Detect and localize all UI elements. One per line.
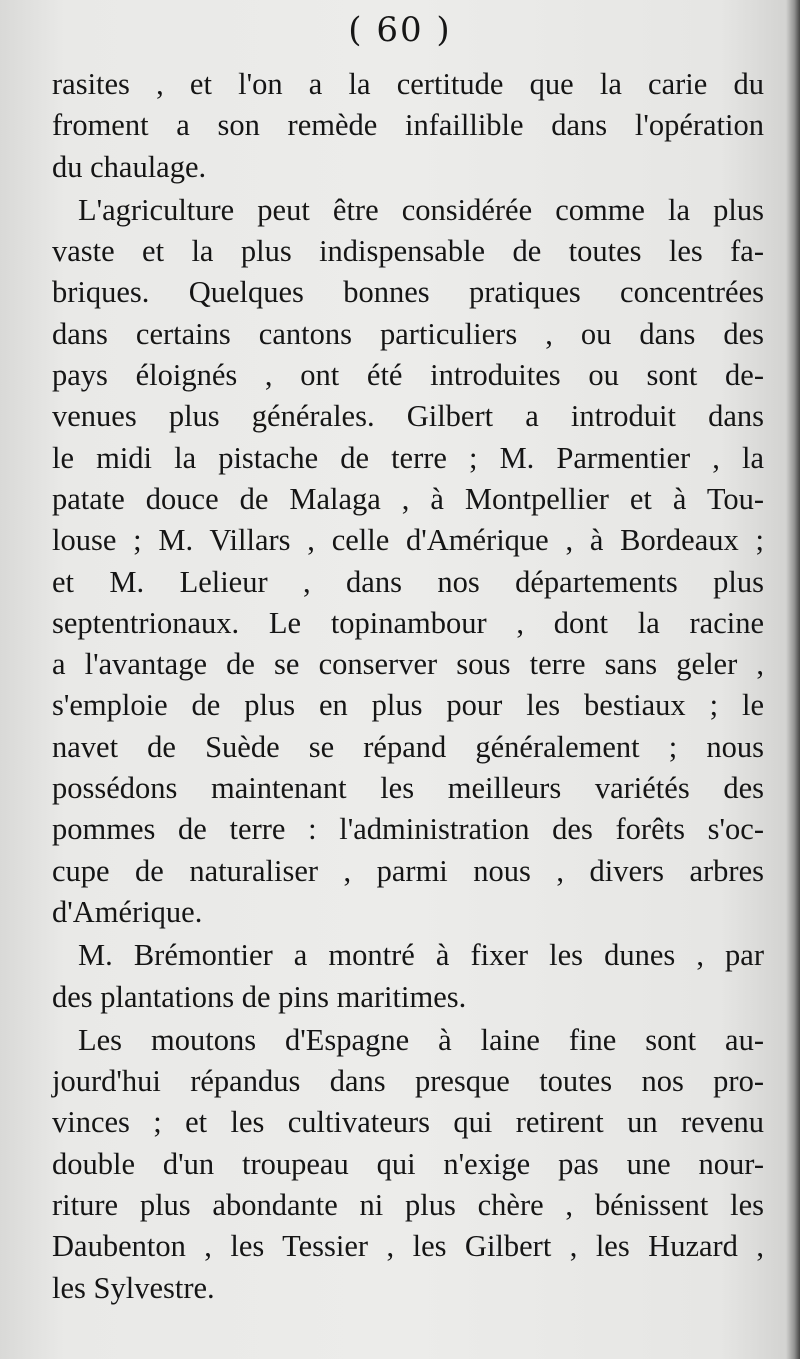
- text-line: septentrionaux. Le topinambour , dont la racine: [52, 605, 764, 640]
- body-text: [52, 64, 764, 1309]
- text-line: des plantations de pins maritimes.: [52, 979, 467, 1014]
- text-line: louse ; M. Villars , celle d'Amérique , à Bordeaux ;: [52, 523, 764, 558]
- text-line: et M. Lelieur , dans nos départements plus: [52, 564, 764, 599]
- text-line: rasites , et l'on a la certitude que la carie du: [52, 67, 764, 101]
- text-line: a l'avantage de se conserver sous terre sans geler ,: [52, 647, 764, 682]
- paragraph: [52, 190, 764, 933]
- text-line: possédons maintenant les meilleurs variétés des: [52, 771, 764, 806]
- text-line: cupe de naturaliser , parmi nous , divers arbres: [52, 853, 764, 888]
- text-line: le midi la pistache de terre ; M. Parmentier , la: [52, 440, 764, 475]
- text-line: patate douce de Malaga , à Montpellier et à Tou-: [52, 481, 764, 516]
- text-line: briques. Quelques bonnes pratiques concentrées: [52, 275, 764, 310]
- text-line: pommes de terre : l'administration des forêts s'oc-: [52, 812, 764, 847]
- text-line: jourd'hui répandus dans presque toutes nos pro-: [52, 1064, 764, 1099]
- text-line: Les moutons d'Espagne à laine fine sont au-: [78, 1022, 764, 1057]
- text-line: dans certains cantons particuliers , ou dans des: [52, 316, 764, 351]
- text-line: navet de Suède se répand généralement ; nous: [52, 729, 764, 764]
- text-line: riture plus abondante ni plus chère , bénissent les: [52, 1188, 764, 1223]
- page-spine-shadow: [786, 0, 800, 1359]
- text-line: Daubenton , les Tessier , les Gilbert , les Huzard ,: [52, 1229, 764, 1264]
- text-line: s'emploie de plus en plus pour les bestiaux ; le: [52, 688, 764, 723]
- text-line: L'agriculture peut être considérée comme la plus: [78, 192, 764, 227]
- text-line: d'Amérique.: [52, 894, 203, 929]
- text-line: vaste et la plus indispensable de toutes les fa-: [52, 234, 764, 269]
- paragraph: [52, 64, 764, 188]
- text-line: du chaulage.: [52, 149, 207, 184]
- text-line: vinces ; et les cultivateurs qui retirent un revenu: [52, 1105, 764, 1140]
- text-line: M. Brémontier a montré à fixer les dunes , par: [78, 938, 764, 973]
- text-line: pays éloignés , ont été introduites ou sont de-: [52, 358, 764, 393]
- paragraph: [52, 935, 764, 1018]
- text-line: les Sylvestre.: [52, 1270, 215, 1305]
- paragraph: [52, 1020, 764, 1309]
- text-line: venues plus générales. Gilbert a introduit dans: [52, 399, 764, 434]
- text-line: double d'un troupeau qui n'exige pas une nour-: [52, 1146, 764, 1181]
- page-number: ( 60 ): [348, 10, 452, 50]
- text-line: froment a son remède infaillible dans l'opération: [52, 108, 764, 143]
